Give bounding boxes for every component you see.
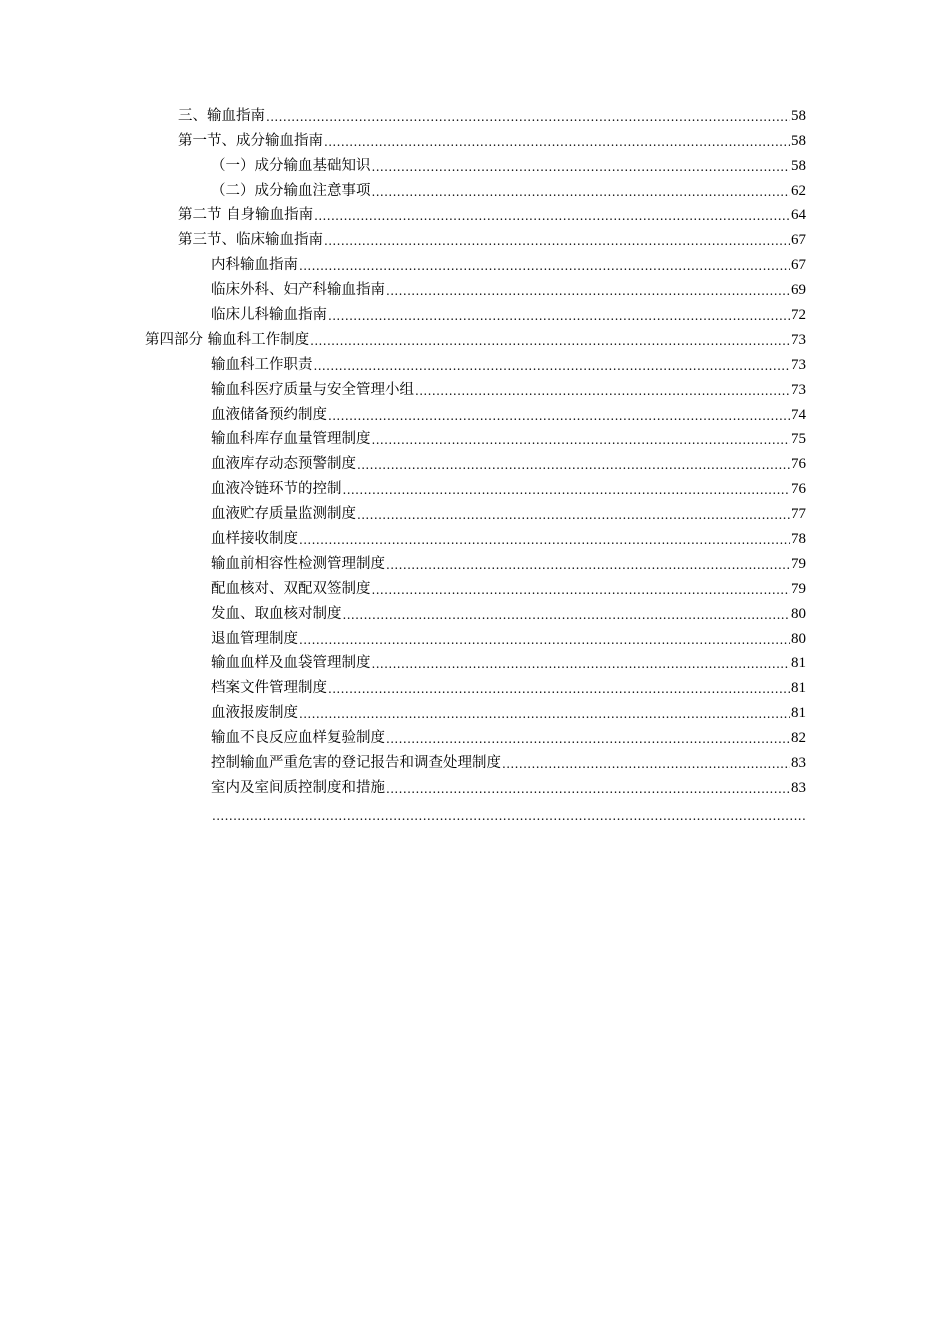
toc-row — [0, 747, 950, 772]
toc-row — [0, 125, 950, 150]
dot-leader — [372, 182, 791, 200]
toc-page-number: 67 — [791, 257, 806, 274]
toc-entry[interactable] — [211, 249, 806, 274]
toc-page-number: 73 — [791, 356, 806, 373]
toc-entry-title: 临床儿科输血指南 — [211, 307, 327, 324]
toc-page-number: 83 — [791, 779, 806, 796]
dot-leader — [212, 806, 805, 824]
toc-row — [0, 797, 950, 822]
toc-row — [0, 424, 950, 449]
dot-leader — [372, 430, 791, 448]
toc-entry-title: 第四部分 输血科工作制度 — [145, 331, 310, 348]
toc-entry-title: 第三节、临床输血指南 — [178, 232, 323, 249]
dot-leader — [328, 406, 790, 424]
toc-entry[interactable] — [211, 648, 806, 673]
toc-entry[interactable] — [211, 772, 806, 797]
toc-entry-title: 室内及室间质控制度和措施 — [211, 779, 385, 796]
toc-entry[interactable] — [211, 399, 806, 424]
toc-page-number: 81 — [791, 680, 806, 697]
dot-leader — [343, 480, 791, 498]
toc-entry[interactable] — [211, 548, 806, 573]
dot-leader — [357, 455, 790, 473]
toc-row — [0, 648, 950, 673]
toc-row — [0, 175, 950, 200]
toc-entry[interactable] — [178, 200, 806, 225]
toc-row — [0, 722, 950, 747]
toc-entry-title: 控制输血严重危害的登记报告和调查处理制度 — [211, 755, 501, 772]
toc-entry[interactable] — [211, 722, 806, 747]
toc-entry[interactable] — [145, 324, 806, 349]
toc-entry-title: 临床外科、妇产科输血指南 — [211, 282, 385, 299]
toc-row — [0, 274, 950, 299]
toc-page-number: 80 — [791, 630, 806, 647]
toc-entry-title: 输血科医疗质量与安全管理小组 — [211, 381, 414, 398]
toc-page-number: 74 — [791, 406, 806, 423]
toc-page-number: 67 — [791, 232, 806, 249]
toc-entry[interactable] — [211, 175, 806, 200]
toc-row — [0, 324, 950, 349]
toc-page-number: 58 — [791, 157, 806, 174]
dot-leader — [386, 555, 790, 573]
toc-entry-title: 内科输血指南 — [211, 257, 298, 274]
toc-entry[interactable] — [178, 224, 806, 249]
dot-leader — [299, 704, 790, 722]
toc-row — [0, 299, 950, 324]
toc-row — [0, 448, 950, 473]
toc-entry[interactable] — [211, 747, 806, 772]
toc-entry[interactable] — [211, 424, 806, 449]
toc-page-number: 82 — [791, 730, 806, 747]
toc-page-number: 83 — [791, 755, 806, 772]
toc-entry-title: 输血科库存血量管理制度 — [211, 431, 371, 448]
toc-page-number: 69 — [791, 282, 806, 299]
toc-row — [0, 200, 950, 225]
dot-leader — [415, 381, 790, 399]
toc-entry-title: 血液冷链环节的控制 — [211, 481, 342, 498]
toc-entry[interactable] — [211, 498, 806, 523]
toc-row — [0, 473, 950, 498]
toc-entry[interactable] — [178, 125, 806, 150]
toc-row — [0, 573, 950, 598]
dot-leader — [343, 605, 791, 623]
dot-leader — [324, 132, 790, 150]
dot-leader — [357, 505, 790, 523]
toc-entry[interactable] — [211, 374, 806, 399]
toc-row — [0, 249, 950, 274]
toc-page-number: 58 — [791, 107, 806, 124]
toc-page-number: 62 — [791, 182, 806, 199]
table-of-contents — [0, 100, 950, 822]
toc-row — [0, 548, 950, 573]
toc-page-number: 79 — [791, 555, 806, 572]
toc-entry[interactable] — [211, 623, 806, 648]
toc-entry-title: 输血血样及血袋管理制度 — [211, 655, 371, 672]
dot-leader — [314, 356, 791, 374]
toc-entry[interactable] — [211, 799, 806, 824]
dot-leader — [299, 630, 790, 648]
dot-leader — [386, 779, 790, 797]
toc-entry[interactable] — [211, 697, 806, 722]
toc-entry[interactable] — [178, 100, 806, 125]
toc-page-number: 76 — [791, 481, 806, 498]
toc-entry-title: 输血前相容性检测管理制度 — [211, 555, 385, 572]
toc-row — [0, 399, 950, 424]
dot-leader — [386, 729, 790, 747]
toc-page-number: 64 — [791, 207, 806, 224]
toc-row — [0, 523, 950, 548]
toc-page-number: 81 — [791, 705, 806, 722]
toc-entry-title: 发血、取血核对制度 — [211, 605, 342, 622]
toc-entry[interactable] — [211, 349, 806, 374]
toc-entry[interactable] — [211, 473, 806, 498]
toc-page-number: 79 — [791, 580, 806, 597]
toc-row — [0, 150, 950, 175]
toc-entry-title: 第二节 自身输血指南 — [178, 207, 314, 224]
toc-entry[interactable] — [211, 150, 806, 175]
toc-entry-title: 第一节、成分输血指南 — [178, 132, 323, 149]
toc-entry-title: 血液报废制度 — [211, 705, 298, 722]
toc-row — [0, 100, 950, 125]
toc-page-number: 72 — [791, 307, 806, 324]
toc-entry[interactable] — [211, 573, 806, 598]
dot-leader — [310, 331, 790, 349]
toc-entry-title: 配血核对、双配双签制度 — [211, 580, 371, 597]
dot-leader — [328, 306, 790, 324]
toc-row — [0, 772, 950, 797]
toc-entry-title: 血液库存动态预警制度 — [211, 456, 356, 473]
dot-leader — [324, 231, 790, 249]
dot-leader — [299, 530, 790, 548]
toc-page-number: 75 — [791, 431, 806, 448]
toc-entry-title: （二）成分输血注意事项 — [211, 182, 371, 199]
toc-entry-title: 三、输血指南 — [178, 107, 265, 124]
toc-entry-title: 退血管理制度 — [211, 630, 298, 647]
toc-entry-title: 血液贮存质量监测制度 — [211, 506, 356, 523]
dot-leader — [328, 679, 790, 697]
toc-entry-title: 输血不良反应血样复验制度 — [211, 730, 385, 747]
toc-row — [0, 623, 950, 648]
toc-page-number: 58 — [791, 132, 806, 149]
toc-page-number: 78 — [791, 531, 806, 548]
toc-entry-title: 输血科工作职责 — [211, 356, 313, 373]
dot-leader — [266, 107, 790, 125]
toc-row — [0, 374, 950, 399]
toc-row — [0, 672, 950, 697]
toc-entry[interactable] — [211, 598, 806, 623]
toc-page-number: 76 — [791, 456, 806, 473]
toc-page-number: 81 — [791, 655, 806, 672]
toc-page-number: 80 — [791, 605, 806, 622]
toc-entry[interactable] — [211, 448, 806, 473]
toc-page-number: 77 — [791, 506, 806, 523]
toc-entry[interactable] — [211, 672, 806, 697]
dot-leader — [372, 157, 791, 175]
toc-row — [0, 349, 950, 374]
toc-entry[interactable] — [211, 274, 806, 299]
toc-entry-title: （一）成分输血基础知识 — [211, 157, 371, 174]
dot-leader — [314, 206, 790, 224]
dot-leader — [502, 754, 790, 772]
toc-page-number: 73 — [791, 381, 806, 398]
toc-entry[interactable] — [211, 299, 806, 324]
toc-row — [0, 498, 950, 523]
toc-row — [0, 598, 950, 623]
toc-page-number: 73 — [791, 331, 806, 348]
dot-leader — [372, 580, 791, 598]
dot-leader — [372, 654, 791, 672]
toc-entry-title: 血液储备预约制度 — [211, 406, 327, 423]
dot-leader — [386, 281, 790, 299]
toc-entry-title: 血样接收制度 — [211, 531, 298, 548]
dot-leader — [299, 256, 790, 274]
toc-row — [0, 697, 950, 722]
toc-entry-title: 档案文件管理制度 — [211, 680, 327, 697]
toc-entry[interactable] — [211, 523, 806, 548]
toc-row — [0, 224, 950, 249]
